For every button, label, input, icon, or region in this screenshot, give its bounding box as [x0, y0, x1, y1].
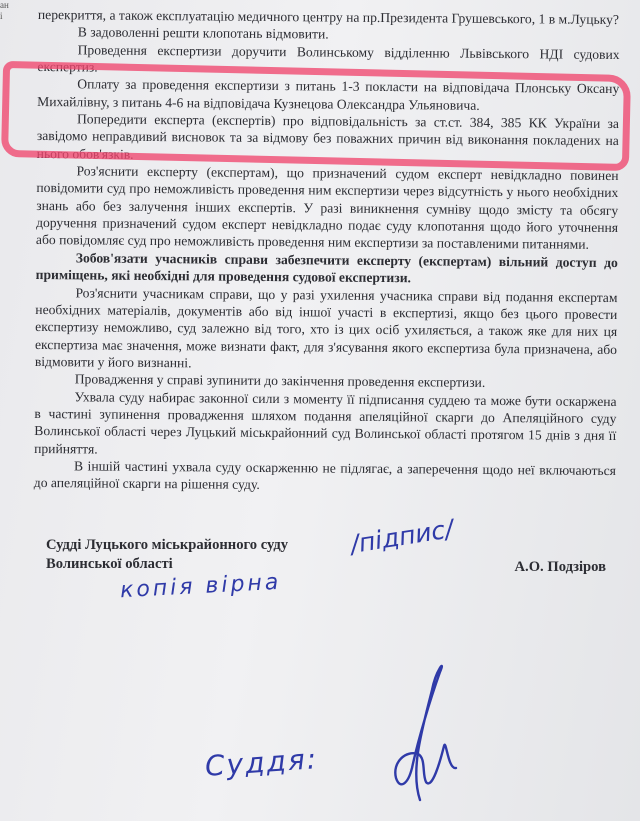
paragraph: Роз'яснити учасникам справи, що у разі ухилення учасника справи від подання експертам необхідних матеріалів, документів або від іншої участі в експертизі, якщо без цього провести експертизу неможливо, суд залежно від того, хто із цих осіб ухиляється, а також яке для них ця експертиза має значення, може визнати факт, для з'ясування якого експертиза була призначена, або відмовити у його визнанні.: [34, 284, 618, 371]
judge-position-line: Судді Луцького міськрайонного суду: [46, 537, 289, 553]
paragraph: Оплату за проведення експертизи з питань 1-3 покласти на відповідача Плонську Оксану Михайлівну, з питань 4-6 на відповідача Кузнецова Олександра Ульяновича.: [37, 76, 620, 113]
handwritten-signature-scribble: [360, 650, 470, 810]
paragraph: В задоволенні решти клопотань відмовити.: [77, 24, 329, 42]
judge-name: А.О. Подзіров: [514, 559, 606, 575]
paragraph: Роз'яснити експерту (експертам), що призначений судом експерт невідкладно повинен повідомити суд про неможливість проведення ним експертизи через відсутність у нього необхідних знань або без залучення інших експертів. У разі виникнення сумніву щодо змісту та обсягу доручення призначений судом експерт невідкладно подає суду клопотання щодо його уточнення або повідомляє суд про неможливість проведення ним експертизи за поставленими питаннями.: [35, 163, 619, 253]
edge-text-fragment: ані: [0, 0, 9, 21]
handwritten-copy-note: копія вірна: [119, 569, 282, 604]
paragraph: Попередити експерта (експертів) про відповідальність за ст.ст. 384, 385 КК України за завідомо неправдивий висновок та за відмову без поважних причин від виконання покладених на нього обов'язків.: [36, 111, 620, 162]
paragraph: Ухвала суду набирає законної сили з моменту її підписання суддею та може бути оскаржена в частині зупинення провадження шляхом подання апеляційної скарги до Апеляційного суду Волинської області через Луцький міськрайонний суд Волинської області протягом 15 днів з дня її прийняття.: [34, 388, 617, 457]
paragraph: Проведення експертизи доручити Волинському відділенню Львівського НДІ судових експертиз.: [37, 42, 620, 75]
handwritten-signed-note: /підпис/: [348, 514, 456, 559]
paragraph-bold: Зобов'язати учасників справи забезпечити експерту (експертам) вільний доступ до приміщень, які необхідні для проведення судової експертизи.: [35, 250, 618, 286]
paragraph: В іншій частині ухвала суду оскарженню не підлягає, а заперечення щодо неї включаються до апеляційної скарги на рішення суду.: [33, 458, 617, 493]
paragraph: Провадження у справі зупинити до закінчення проведення експертизи.: [74, 371, 486, 391]
paragraph: перекриття, а також експлуатацію медичного центру на пр.Президента Грушевського, 1 в м.Луцьку?: [37, 6, 620, 28]
judge-position-line: Волинської області: [46, 556, 173, 572]
handwritten-judge-note: Суддя:: [203, 742, 320, 783]
judge-position: [46, 536, 288, 574]
red-highlight-marker: [1, 61, 631, 171]
